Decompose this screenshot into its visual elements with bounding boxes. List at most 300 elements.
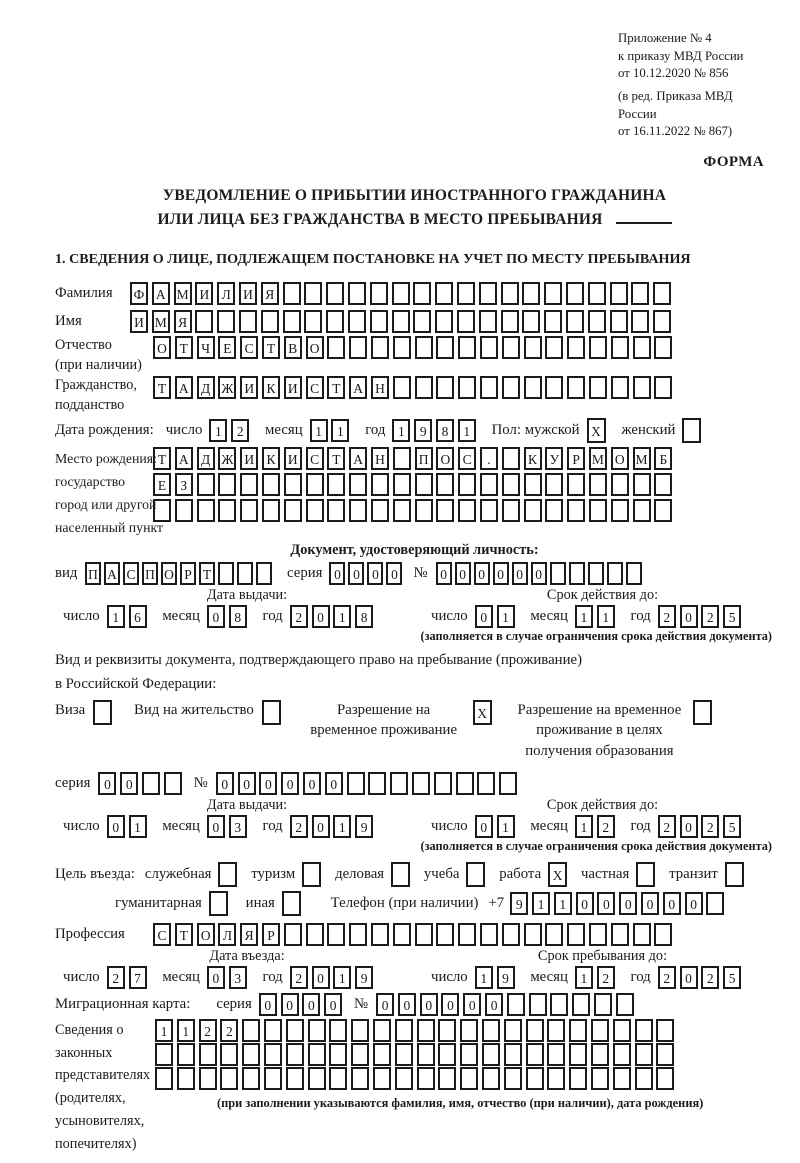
- entry-month-cells[interactable]: [207, 966, 251, 989]
- char-cell[interactable]: [329, 1043, 347, 1066]
- char-cell[interactable]: [436, 499, 454, 522]
- char-cell[interactable]: А: [152, 282, 170, 305]
- char-cell[interactable]: [308, 1067, 326, 1090]
- char-cell[interactable]: 1: [497, 605, 515, 628]
- char-cell[interactable]: [631, 310, 649, 333]
- char-cell[interactable]: [569, 1067, 587, 1090]
- char-cell[interactable]: Н: [371, 376, 389, 399]
- char-cell[interactable]: [524, 473, 542, 496]
- char-cell[interactable]: 0: [312, 966, 330, 989]
- valid-year-cells[interactable]: [658, 605, 745, 628]
- char-cell[interactable]: [373, 1043, 391, 1066]
- char-cell[interactable]: [502, 447, 520, 470]
- char-cell[interactable]: [417, 1043, 435, 1066]
- char-cell[interactable]: [370, 282, 388, 305]
- char-cell[interactable]: [607, 562, 623, 585]
- char-cell[interactable]: [499, 772, 517, 795]
- char-cell[interactable]: 6: [129, 605, 147, 628]
- char-cell[interactable]: Б: [654, 447, 672, 470]
- issue-month-cells[interactable]: [207, 815, 251, 838]
- issue-day-cells[interactable]: [107, 815, 151, 838]
- valid-day-cells[interactable]: [475, 605, 519, 628]
- char-cell[interactable]: Л: [218, 923, 236, 946]
- citizenship-cells[interactable]: [153, 376, 676, 399]
- char-cell[interactable]: [304, 282, 322, 305]
- char-cell[interactable]: 2: [290, 966, 308, 989]
- char-cell[interactable]: [220, 1067, 238, 1090]
- char-cell[interactable]: М: [633, 447, 651, 470]
- char-cell[interactable]: [436, 473, 454, 496]
- char-cell[interactable]: [415, 473, 433, 496]
- char-cell[interactable]: 0: [98, 772, 116, 795]
- char-cell[interactable]: 8: [229, 605, 247, 628]
- char-cell[interactable]: [415, 376, 433, 399]
- char-cell[interactable]: [329, 1019, 347, 1042]
- char-cell[interactable]: Я: [174, 310, 192, 333]
- char-cell[interactable]: [611, 923, 629, 946]
- char-cell[interactable]: Т: [153, 376, 171, 399]
- char-cell[interactable]: [438, 1019, 456, 1042]
- legal-reps-row1[interactable]: [155, 1019, 703, 1042]
- char-cell[interactable]: [438, 1067, 456, 1090]
- char-cell[interactable]: [199, 1043, 217, 1066]
- char-cell[interactable]: [286, 1019, 304, 1042]
- char-cell[interactable]: 1: [392, 419, 410, 442]
- doc-series-cells[interactable]: [329, 562, 405, 585]
- residence-permit-checkbox[interactable]: [262, 700, 285, 725]
- char-cell[interactable]: [591, 1019, 609, 1042]
- char-cell[interactable]: [480, 473, 498, 496]
- char-cell[interactable]: [567, 923, 585, 946]
- char-cell[interactable]: З: [175, 473, 193, 496]
- char-cell[interactable]: 0: [436, 562, 452, 585]
- char-cell[interactable]: Р: [180, 562, 196, 585]
- char-cell[interactable]: 3: [229, 966, 247, 989]
- char-cell[interactable]: [327, 499, 345, 522]
- char-cell[interactable]: Д: [197, 376, 215, 399]
- char-cell[interactable]: [306, 473, 324, 496]
- char-cell[interactable]: [633, 336, 651, 359]
- char-cell[interactable]: 2: [199, 1019, 217, 1042]
- char-cell[interactable]: Т: [199, 562, 215, 585]
- char-cell[interactable]: 1: [107, 605, 125, 628]
- char-cell[interactable]: [284, 473, 302, 496]
- char-cell[interactable]: [413, 282, 431, 305]
- char-cell[interactable]: [572, 993, 590, 1016]
- char-cell[interactable]: [466, 862, 485, 887]
- char-cell[interactable]: 1: [575, 966, 593, 989]
- given-name-cells[interactable]: [130, 310, 675, 333]
- char-cell[interactable]: [393, 376, 411, 399]
- birth-year-cells[interactable]: [392, 419, 479, 442]
- char-cell[interactable]: [613, 1019, 631, 1042]
- char-cell[interactable]: 0: [259, 772, 277, 795]
- char-cell[interactable]: [264, 1067, 282, 1090]
- char-cell[interactable]: [682, 418, 701, 443]
- char-cell[interactable]: [567, 473, 585, 496]
- char-cell[interactable]: [550, 562, 566, 585]
- char-cell[interactable]: [435, 282, 453, 305]
- char-cell[interactable]: [589, 336, 607, 359]
- visa-checkbox[interactable]: [93, 700, 116, 725]
- char-cell[interactable]: Р: [567, 447, 585, 470]
- char-cell[interactable]: [654, 499, 672, 522]
- char-cell[interactable]: [654, 473, 672, 496]
- char-cell[interactable]: О: [436, 447, 454, 470]
- char-cell[interactable]: [479, 282, 497, 305]
- char-cell[interactable]: [544, 310, 562, 333]
- char-cell[interactable]: 0: [455, 562, 471, 585]
- char-cell[interactable]: [529, 993, 547, 1016]
- char-cell[interactable]: [588, 282, 606, 305]
- char-cell[interactable]: Д: [197, 447, 215, 470]
- char-cell[interactable]: 0: [475, 815, 493, 838]
- char-cell[interactable]: [501, 310, 519, 333]
- char-cell[interactable]: 1: [333, 966, 351, 989]
- char-cell[interactable]: [349, 473, 367, 496]
- char-cell[interactable]: [436, 376, 454, 399]
- char-cell[interactable]: [458, 376, 476, 399]
- char-cell[interactable]: 2: [290, 605, 308, 628]
- char-cell[interactable]: [348, 310, 366, 333]
- char-cell[interactable]: [175, 499, 193, 522]
- valid-day-cells[interactable]: [475, 815, 519, 838]
- char-cell[interactable]: [693, 700, 712, 725]
- char-cell[interactable]: М: [589, 447, 607, 470]
- char-cell[interactable]: [636, 862, 655, 887]
- char-cell[interactable]: [393, 923, 411, 946]
- char-cell[interactable]: X: [548, 862, 567, 887]
- char-cell[interactable]: И: [284, 447, 302, 470]
- char-cell[interactable]: 7: [129, 966, 147, 989]
- char-cell[interactable]: [588, 310, 606, 333]
- char-cell[interactable]: И: [240, 447, 258, 470]
- char-cell[interactable]: У: [545, 447, 563, 470]
- char-cell[interactable]: [218, 473, 236, 496]
- char-cell[interactable]: 0: [386, 562, 402, 585]
- char-cell[interactable]: [164, 772, 182, 795]
- char-cell[interactable]: [413, 310, 431, 333]
- char-cell[interactable]: [264, 1019, 282, 1042]
- char-cell[interactable]: [327, 473, 345, 496]
- residence-number-cells[interactable]: [216, 772, 521, 795]
- issue-year-cells[interactable]: [290, 815, 377, 838]
- char-cell[interactable]: [349, 336, 367, 359]
- char-cell[interactable]: [412, 772, 430, 795]
- char-cell[interactable]: К: [262, 447, 280, 470]
- char-cell[interactable]: [460, 1019, 478, 1042]
- char-cell[interactable]: [456, 772, 474, 795]
- char-cell[interactable]: [479, 310, 497, 333]
- char-cell[interactable]: [457, 310, 475, 333]
- purpose-business-checkbox[interactable]: [391, 862, 414, 887]
- char-cell[interactable]: 0: [685, 892, 703, 915]
- stay-year-cells[interactable]: [658, 966, 745, 989]
- char-cell[interactable]: [393, 499, 411, 522]
- char-cell[interactable]: 5: [723, 605, 741, 628]
- char-cell[interactable]: Е: [153, 473, 171, 496]
- char-cell[interactable]: [347, 772, 365, 795]
- char-cell[interactable]: [264, 1043, 282, 1066]
- char-cell[interactable]: [480, 499, 498, 522]
- issue-day-cells[interactable]: [107, 605, 151, 628]
- char-cell[interactable]: [373, 1067, 391, 1090]
- char-cell[interactable]: [240, 473, 258, 496]
- char-cell[interactable]: [482, 1067, 500, 1090]
- char-cell[interactable]: И: [284, 376, 302, 399]
- char-cell[interactable]: 0: [597, 892, 615, 915]
- char-cell[interactable]: 1: [331, 419, 349, 442]
- char-cell[interactable]: 2: [290, 815, 308, 838]
- char-cell[interactable]: [480, 376, 498, 399]
- char-cell[interactable]: [611, 499, 629, 522]
- char-cell[interactable]: 9: [414, 419, 432, 442]
- char-cell[interactable]: [286, 1043, 304, 1066]
- char-cell[interactable]: А: [175, 447, 193, 470]
- char-cell[interactable]: [326, 282, 344, 305]
- char-cell[interactable]: [522, 310, 540, 333]
- char-cell[interactable]: 2: [231, 419, 249, 442]
- char-cell[interactable]: 0: [107, 815, 125, 838]
- char-cell[interactable]: С: [306, 376, 324, 399]
- char-cell[interactable]: С: [153, 923, 171, 946]
- purpose-transit-checkbox[interactable]: [725, 862, 748, 887]
- char-cell[interactable]: [588, 562, 604, 585]
- stay-day-cells[interactable]: [475, 966, 519, 989]
- char-cell[interactable]: [611, 336, 629, 359]
- char-cell[interactable]: 1: [155, 1019, 173, 1042]
- char-cell[interactable]: [613, 1043, 631, 1066]
- char-cell[interactable]: [616, 993, 634, 1016]
- char-cell[interactable]: [526, 1067, 544, 1090]
- char-cell[interactable]: [653, 310, 671, 333]
- char-cell[interactable]: [654, 923, 672, 946]
- char-cell[interactable]: 9: [510, 892, 528, 915]
- char-cell[interactable]: [417, 1067, 435, 1090]
- char-cell[interactable]: 5: [723, 966, 741, 989]
- char-cell[interactable]: [197, 499, 215, 522]
- char-cell[interactable]: [504, 1019, 522, 1042]
- char-cell[interactable]: Я: [240, 923, 258, 946]
- char-cell[interactable]: [327, 336, 345, 359]
- purpose-study-checkbox[interactable]: [466, 862, 489, 887]
- char-cell[interactable]: [567, 376, 585, 399]
- char-cell[interactable]: [458, 336, 476, 359]
- birth-place-row1[interactable]: [153, 447, 676, 470]
- char-cell[interactable]: [458, 923, 476, 946]
- char-cell[interactable]: 0: [348, 562, 364, 585]
- purpose-tourism-checkbox[interactable]: [302, 862, 325, 887]
- char-cell[interactable]: [545, 376, 563, 399]
- char-cell[interactable]: 0: [238, 772, 256, 795]
- char-cell[interactable]: 0: [312, 815, 330, 838]
- char-cell[interactable]: [218, 862, 237, 887]
- char-cell[interactable]: Т: [175, 923, 193, 946]
- char-cell[interactable]: 2: [597, 966, 615, 989]
- issue-year-cells[interactable]: [290, 605, 377, 628]
- char-cell[interactable]: [480, 923, 498, 946]
- char-cell[interactable]: 0: [680, 605, 698, 628]
- birth-month-cells[interactable]: [310, 419, 354, 442]
- char-cell[interactable]: 2: [220, 1019, 238, 1042]
- char-cell[interactable]: .: [480, 447, 498, 470]
- char-cell[interactable]: Т: [262, 336, 280, 359]
- char-cell[interactable]: 0: [324, 993, 342, 1016]
- char-cell[interactable]: [526, 1019, 544, 1042]
- char-cell[interactable]: 0: [207, 966, 225, 989]
- char-cell[interactable]: [550, 993, 568, 1016]
- legal-reps-row2[interactable]: [155, 1043, 703, 1066]
- char-cell[interactable]: И: [240, 376, 258, 399]
- legal-reps-row3[interactable]: [155, 1067, 703, 1090]
- char-cell[interactable]: [436, 336, 454, 359]
- char-cell[interactable]: [460, 1067, 478, 1090]
- char-cell[interactable]: [262, 700, 281, 725]
- char-cell[interactable]: 0: [376, 993, 394, 1016]
- char-cell[interactable]: [395, 1019, 413, 1042]
- char-cell[interactable]: [477, 772, 495, 795]
- patronymic-cells[interactable]: [153, 336, 676, 359]
- char-cell[interactable]: [591, 1067, 609, 1090]
- char-cell[interactable]: [371, 473, 389, 496]
- char-cell[interactable]: [282, 891, 301, 916]
- char-cell[interactable]: [438, 1043, 456, 1066]
- char-cell[interactable]: 2: [701, 605, 719, 628]
- char-cell[interactable]: 0: [485, 993, 503, 1016]
- char-cell[interactable]: [526, 1043, 544, 1066]
- char-cell[interactable]: 0: [325, 772, 343, 795]
- char-cell[interactable]: [284, 923, 302, 946]
- char-cell[interactable]: [458, 499, 476, 522]
- sex-female-checkbox[interactable]: [682, 418, 705, 443]
- purpose-other-checkbox[interactable]: [282, 891, 305, 916]
- char-cell[interactable]: [589, 923, 607, 946]
- char-cell[interactable]: Т: [153, 447, 171, 470]
- char-cell[interactable]: О: [197, 923, 215, 946]
- char-cell[interactable]: [153, 499, 171, 522]
- char-cell[interactable]: [522, 282, 540, 305]
- char-cell[interactable]: [656, 1019, 674, 1042]
- char-cell[interactable]: [610, 310, 628, 333]
- char-cell[interactable]: [242, 1043, 260, 1066]
- char-cell[interactable]: [195, 310, 213, 333]
- char-cell[interactable]: [434, 772, 452, 795]
- char-cell[interactable]: [591, 1043, 609, 1066]
- char-cell[interactable]: 0: [619, 892, 637, 915]
- char-cell[interactable]: П: [415, 447, 433, 470]
- char-cell[interactable]: 1: [554, 892, 572, 915]
- temp-residence-edu-checkbox[interactable]: [693, 700, 716, 725]
- char-cell[interactable]: 1: [475, 966, 493, 989]
- char-cell[interactable]: [594, 993, 612, 1016]
- char-cell[interactable]: [547, 1019, 565, 1042]
- char-cell[interactable]: [613, 1067, 631, 1090]
- char-cell[interactable]: [93, 700, 112, 725]
- char-cell[interactable]: 9: [497, 966, 515, 989]
- char-cell[interactable]: [395, 1067, 413, 1090]
- char-cell[interactable]: И: [195, 282, 213, 305]
- char-cell[interactable]: [327, 923, 345, 946]
- char-cell[interactable]: [308, 1043, 326, 1066]
- char-cell[interactable]: [261, 310, 279, 333]
- char-cell[interactable]: [329, 1067, 347, 1090]
- char-cell[interactable]: [545, 923, 563, 946]
- char-cell[interactable]: [545, 336, 563, 359]
- char-cell[interactable]: Л: [217, 282, 235, 305]
- valid-month-cells[interactable]: [575, 815, 619, 838]
- char-cell[interactable]: [239, 310, 257, 333]
- char-cell[interactable]: 0: [663, 892, 681, 915]
- char-cell[interactable]: О: [611, 447, 629, 470]
- char-cell[interactable]: [633, 376, 651, 399]
- char-cell[interactable]: 0: [302, 993, 320, 1016]
- char-cell[interactable]: Е: [218, 336, 236, 359]
- char-cell[interactable]: [654, 376, 672, 399]
- entry-day-cells[interactable]: [107, 966, 151, 989]
- char-cell[interactable]: А: [349, 447, 367, 470]
- char-cell[interactable]: [217, 310, 235, 333]
- char-cell[interactable]: [393, 336, 411, 359]
- char-cell[interactable]: 1: [575, 605, 593, 628]
- valid-year-cells[interactable]: [658, 815, 745, 838]
- char-cell[interactable]: [725, 862, 744, 887]
- char-cell[interactable]: М: [152, 310, 170, 333]
- char-cell[interactable]: [524, 923, 542, 946]
- char-cell[interactable]: X: [587, 418, 606, 443]
- char-cell[interactable]: [656, 1043, 674, 1066]
- char-cell[interactable]: [544, 282, 562, 305]
- char-cell[interactable]: [635, 1019, 653, 1042]
- char-cell[interactable]: Ч: [197, 336, 215, 359]
- char-cell[interactable]: 2: [597, 815, 615, 838]
- char-cell[interactable]: [349, 499, 367, 522]
- char-cell[interactable]: [566, 310, 584, 333]
- char-cell[interactable]: [502, 473, 520, 496]
- char-cell[interactable]: [482, 1019, 500, 1042]
- purpose-private-checkbox[interactable]: [636, 862, 659, 887]
- char-cell[interactable]: [502, 923, 520, 946]
- char-cell[interactable]: С: [240, 336, 258, 359]
- doc-type-cells[interactable]: [85, 562, 275, 585]
- char-cell[interactable]: 0: [474, 562, 490, 585]
- char-cell[interactable]: 0: [512, 562, 528, 585]
- char-cell[interactable]: 0: [281, 772, 299, 795]
- char-cell[interactable]: П: [142, 562, 158, 585]
- char-cell[interactable]: 9: [355, 815, 373, 838]
- char-cell[interactable]: 9: [355, 966, 373, 989]
- char-cell[interactable]: [631, 282, 649, 305]
- char-cell[interactable]: [415, 499, 433, 522]
- char-cell[interactable]: 1: [597, 605, 615, 628]
- char-cell[interactable]: 1: [532, 892, 550, 915]
- char-cell[interactable]: [142, 772, 160, 795]
- char-cell[interactable]: С: [458, 447, 476, 470]
- char-cell[interactable]: О: [306, 336, 324, 359]
- char-cell[interactable]: [351, 1043, 369, 1066]
- char-cell[interactable]: [654, 336, 672, 359]
- char-cell[interactable]: Ж: [218, 447, 236, 470]
- char-cell[interactable]: 0: [463, 993, 481, 1016]
- char-cell[interactable]: [392, 310, 410, 333]
- char-cell[interactable]: 0: [680, 815, 698, 838]
- char-cell[interactable]: Н: [371, 447, 389, 470]
- char-cell[interactable]: М: [174, 282, 192, 305]
- char-cell[interactable]: 0: [398, 993, 416, 1016]
- char-cell[interactable]: [545, 473, 563, 496]
- char-cell[interactable]: 8: [436, 419, 454, 442]
- char-cell[interactable]: [218, 562, 234, 585]
- char-cell[interactable]: X: [473, 700, 492, 725]
